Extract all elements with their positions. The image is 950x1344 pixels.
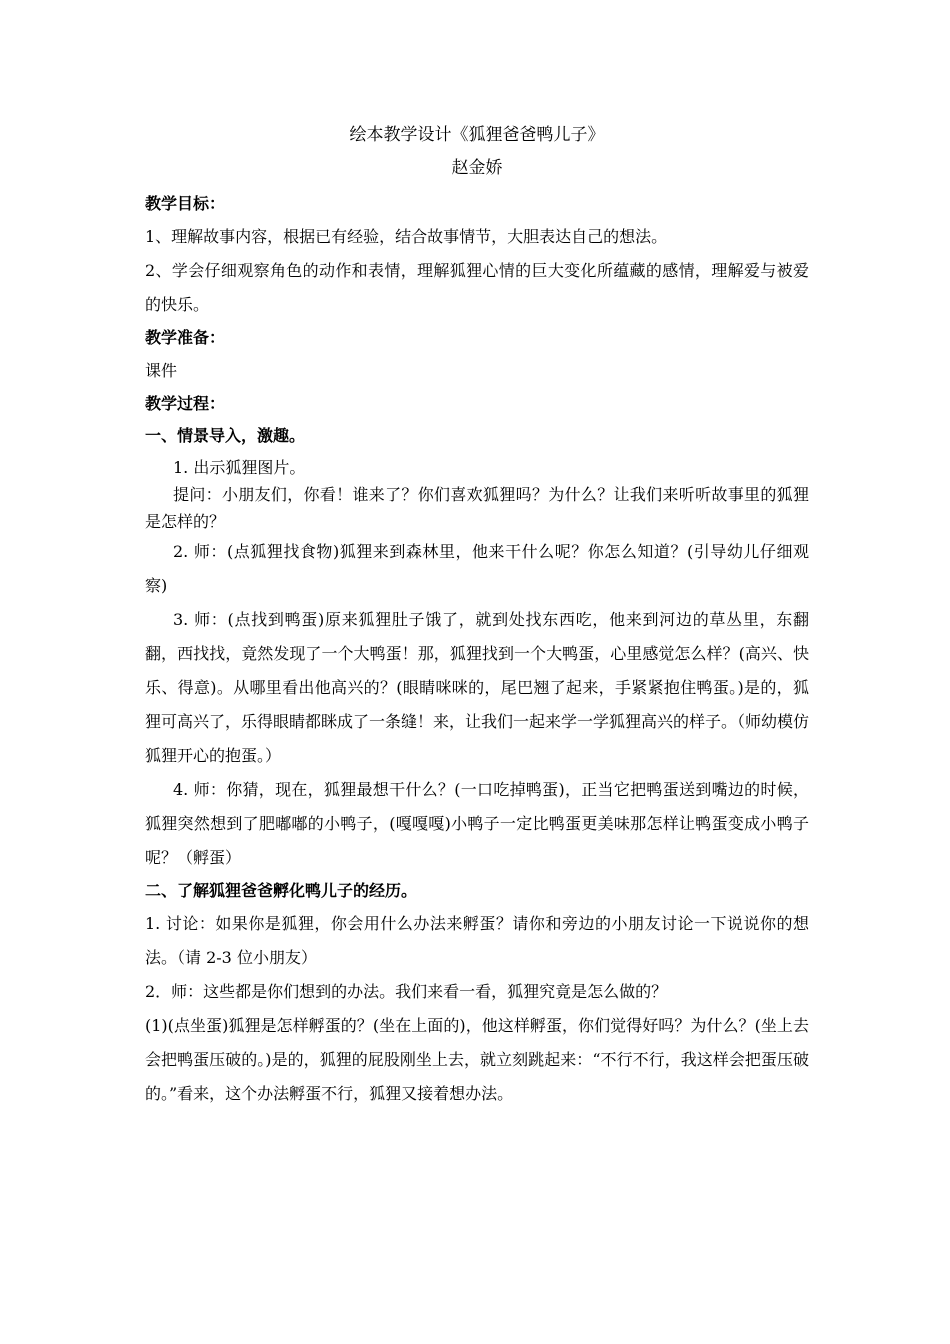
part1-question: 提问：小朋友们，你看！谁来了？你们喜欢狐狸吗？为什么？让我们来听听故事里的狐狸是怎样的？ — [145, 485, 809, 531]
goal-item-1: 1、理解故事内容，根据已有经验，结合故事情节，大胆表达自己的想法。 — [145, 227, 668, 246]
goals-heading: 教学目标： — [145, 194, 226, 213]
document-author: 赵金娇 — [451, 158, 503, 178]
part1-step4: 4. 师：你猜，现在，狐狸最想干什么？(一口吃掉鸭蛋)，正当它把鸭蛋送到嘴边的时候，狐狸突然想到了肥嘟嘟的小鸭子，(嘎嘎嘎)小鸭子一定比鸭蛋更美味那怎样让鸭蛋变成小鸭子呢？（孵蛋） — [145, 780, 809, 867]
document-title: 绘本教学设计《狐狸爸爸鸭儿子》 — [349, 125, 605, 145]
process-heading: 教学过程： — [145, 394, 226, 413]
goal-item-2: 2、学会仔细观察角色的动作和表情，理解狐狸心情的巨大变化所蕴藏的感情，理解爱与被爱的快乐。 — [145, 261, 809, 314]
part1-step1: 1. 出示狐狸图片。 — [173, 458, 306, 477]
part2-step1: 1. 讨论：如果你是狐狸，你会用什么办法来孵蛋？请你和旁边的小朋友讨论一下说说你的想法。（请 2-3 位小朋友） — [145, 914, 809, 967]
part2-step2-1: (1)(点坐蛋)狐狸是怎样孵蛋的？(坐在上面的)，他这样孵蛋，你们觉得好吗？为什么？(坐上去会把鸭蛋压破的。)是的，狐狸的屁股刚坐上去，就立刻跳起来：“不行不行，我这样会把蛋压破的。”看来，这个办法孵蛋不行，狐狸又接着想办法。 — [145, 1016, 809, 1103]
part2-step2: 2．师：这些都是你们想到的办法。我们来看一看，狐狸究竟是怎么做的？ — [145, 982, 668, 1001]
part2-heading: 二、了解狐狸爸爸孵化鸭儿子的经历。 — [145, 881, 418, 900]
part1-heading: 一、情景导入，激趣。 — [145, 426, 306, 445]
part1-step2: 2. 师：(点狐狸找食物)狐狸来到森林里，他来干什么呢？你怎么知道？(引导幼儿仔细观察) — [145, 542, 809, 595]
part1-step3: 3. 师：(点找到鸭蛋)原来狐狸肚子饿了，就到处找东西吃，他来到河边的草丛里，东翻翻，西找找，竟然发现了一个大鸭蛋！那，狐狸找到一个大鸭蛋，心里感觉怎么样？(高兴、快乐、得意)。从哪里看出他高兴的？(眼睛咪咪的，尾巴翘了起来，手紧紧抱住鸭蛋。)是的，狐狸可高兴了，乐得眼睛都眯成了一条缝！来，让我们一起来学一学狐狸高兴的样子。（师幼模仿狐狸开心的抱蛋。） — [145, 610, 810, 765]
document-body — [145, 118, 809, 1111]
prep-heading: 教学准备： — [145, 328, 226, 347]
prep-text: 课件 — [145, 361, 178, 380]
